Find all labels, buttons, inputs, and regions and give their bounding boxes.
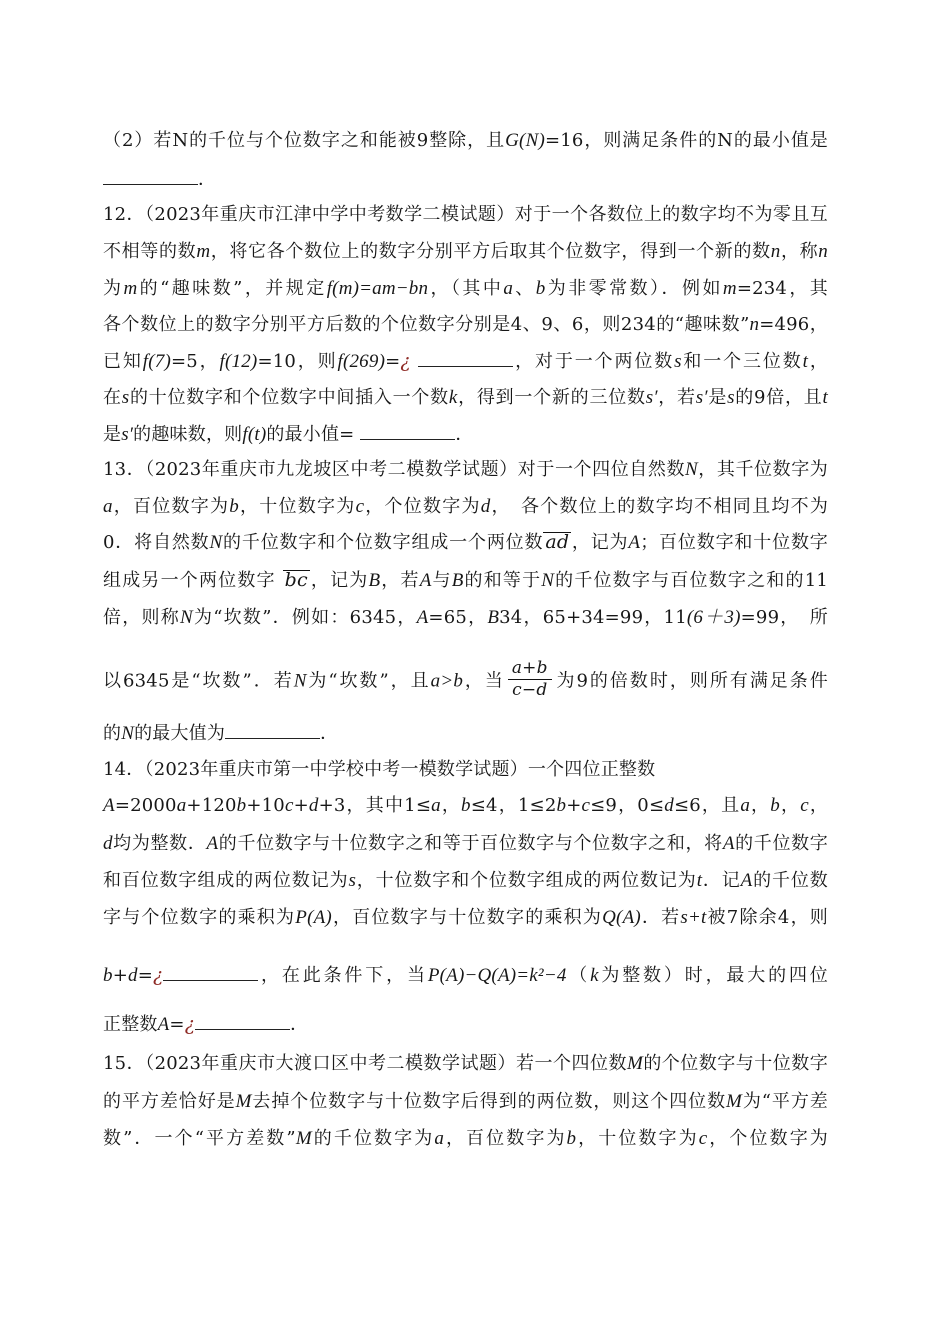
q13-line3 <box>103 530 828 556</box>
text-run: ，记为 <box>571 532 629 553</box>
text-run: 的9倍，且 <box>734 387 823 408</box>
math-expression: n <box>770 241 781 262</box>
q12-line1 <box>103 202 828 228</box>
text-run: 的千位数字与百位数字之和的11 <box>554 570 829 591</box>
text-run: 正整数 <box>103 1014 158 1035</box>
text-run: ，得到一个新的三位数 <box>457 387 646 408</box>
q14-line1 <box>103 757 828 783</box>
math-expression: M <box>235 1091 252 1112</box>
math-expression: a <box>740 795 751 816</box>
q14-line6 <box>103 962 828 989</box>
text-run: （ <box>566 965 591 986</box>
math-expression: m <box>196 241 211 262</box>
text-run: 的最小值= <box>266 424 361 445</box>
math-expression: d <box>480 496 491 517</box>
math-expression: s′ <box>121 424 134 445</box>
text-run: + <box>293 795 309 816</box>
text-run: +3，其中1≤ <box>318 795 432 816</box>
missing-value-symbol: ¿ <box>153 964 164 986</box>
text-run: 为整数）时，最大的四位 <box>598 965 829 986</box>
text-run: 的 <box>103 723 122 744</box>
math-expression: c <box>698 1128 708 1149</box>
text-run: 0．将自然数 <box>103 532 210 553</box>
text-run: =496， <box>759 314 828 335</box>
math-expression: a <box>103 496 113 517</box>
text-run: ， <box>808 351 829 372</box>
math-expression: s′ <box>645 387 658 408</box>
q12-line3 <box>103 276 828 302</box>
math-expression: b <box>556 795 567 816</box>
q13-line5 <box>103 605 828 631</box>
answer-blank <box>195 1011 290 1030</box>
math-expression: d <box>664 795 674 816</box>
text-run: 组成另一个两位数字 <box>103 570 283 591</box>
math-expression: A <box>628 532 641 553</box>
text-run: 为非零常数）．例如 <box>545 278 723 299</box>
text-run: ；百位数字和十位数字 <box>640 532 828 553</box>
q14-line2 <box>103 793 828 819</box>
answer-blank <box>418 348 513 367</box>
q13-line7 <box>103 720 828 747</box>
text-run: = <box>137 965 153 986</box>
text-run: ，十位数字为 <box>576 1128 699 1149</box>
text-run: ，记为 <box>309 570 369 591</box>
math-expression: f(t) <box>242 424 267 445</box>
text-run: ，十位数字为 <box>238 496 356 517</box>
fraction <box>508 658 552 701</box>
q13-line4 <box>103 568 828 594</box>
text-run: ，当 <box>463 670 505 692</box>
text-run: =65， <box>428 607 488 628</box>
math-expression: s+t <box>680 907 707 928</box>
text-run: + <box>566 795 582 816</box>
math-expression: f(12) <box>219 351 258 372</box>
math-expression: d <box>103 833 113 854</box>
text-run: （2）若N的千位与个位数字之和能被9整除，且 <box>103 130 506 151</box>
math-expression: A <box>722 833 735 854</box>
overlined-number: bc <box>284 569 308 591</box>
math-expression: b <box>236 795 247 816</box>
math-expression: n <box>818 241 828 262</box>
text-run: 的最大值为 <box>134 723 226 744</box>
text-run: ，个位数字为 <box>364 496 481 517</box>
q15-line3 <box>103 1126 828 1152</box>
q14-line5 <box>103 905 828 931</box>
text-run: ≤4，1≤2 <box>470 795 557 816</box>
q12-line4 <box>103 312 828 338</box>
math-expression: c <box>581 795 591 816</box>
math-expression: s <box>727 387 735 408</box>
text-run: ≤9，0≤ <box>590 795 665 816</box>
text-run: ，（其中 <box>428 278 504 299</box>
text-run: 已知 <box>103 351 143 372</box>
q11-part2-line1 <box>103 128 828 154</box>
math-expression: c <box>800 795 809 816</box>
q12-line2 <box>103 239 828 265</box>
text-run: 的千位数字 <box>734 833 828 854</box>
text-run: ， <box>440 795 462 816</box>
math-expression: A <box>103 795 115 816</box>
text-run: 为“坎数”．例如：6345， <box>192 607 417 628</box>
math-expression: t <box>822 387 829 408</box>
answer-blank <box>360 421 455 440</box>
math-expression: t <box>802 351 809 372</box>
overlined-number: ad <box>545 531 570 553</box>
q13-line2 <box>103 494 828 520</box>
text-run: 和一个三位数 <box>681 351 803 372</box>
text-run: ，对于一个两位数 <box>513 351 675 372</box>
text-run: 是 <box>707 387 728 408</box>
text-run: 在 <box>103 387 122 408</box>
math-expression: b <box>535 278 546 299</box>
q13-line1 <box>103 457 828 483</box>
math-expression: b <box>229 496 239 517</box>
math-expression: N <box>121 723 135 744</box>
text-run: ， <box>808 795 829 816</box>
text-run: 34，65+34=99，11 <box>499 607 687 628</box>
text-run: ，十位数字和个位数字组成的两位数记为 <box>356 870 697 891</box>
q13-line6 <box>103 660 828 703</box>
math-expression: d <box>128 965 138 986</box>
text-run: 与 <box>431 570 452 591</box>
math-expression: b <box>566 1128 577 1149</box>
math-expression: a <box>431 795 441 816</box>
text-run: ， 各个数位上的数字均不相同且均不为 <box>490 496 829 517</box>
math-expression: a <box>503 278 514 299</box>
text-run: 为“坎数”，且 <box>306 670 431 692</box>
math-expression: G(N) <box>505 130 545 151</box>
text-run: 以6345是“坎数”．若 <box>103 670 294 692</box>
math-expression: s <box>674 351 682 372</box>
math-expression: M <box>626 1053 644 1074</box>
math-expression: c <box>355 496 365 517</box>
text-run: 字与个位数字的乘积为 <box>103 907 296 928</box>
math-expression: P(A)−Q(A)=k²−4 <box>427 965 567 986</box>
math-expression: d <box>308 795 319 816</box>
text-run: 的“趣味数”，并规定 <box>137 278 327 299</box>
text-run: 各个数位上的数字分别平方后数的个位数字分别是4、9、6，则234的“趣味数” <box>103 314 750 335</box>
text-run: ．若 <box>640 907 681 928</box>
text-run: 的趣味数，则 <box>133 424 243 445</box>
text-run: 不相等的数 <box>103 241 197 262</box>
math-expression: N <box>685 459 698 480</box>
q11-part2-answer-line <box>103 166 828 193</box>
math-expression: m <box>722 278 737 299</box>
text-run: 13．（2023年重庆市九龙坡区中考二模数学试题）对于一个四位自然数 <box>103 459 686 480</box>
q14-line7 <box>103 1011 828 1038</box>
math-expression: A <box>740 870 753 891</box>
text-run: ，称 <box>780 241 819 262</box>
math-expression: Q(A) <box>602 907 641 928</box>
math-expression: f(m)=am−bn <box>326 278 429 299</box>
math-expression: A <box>419 570 432 591</box>
math-expression: b <box>770 795 780 816</box>
text-run: 的千位数字与十位数字之和等于百位数字与个位数字之和，将 <box>218 833 723 854</box>
text-run: ≤6，且 <box>673 795 741 816</box>
q12-line5 <box>103 348 828 375</box>
q12-line7 <box>103 421 828 448</box>
text-run: ， <box>750 795 771 816</box>
text-run: = <box>169 1014 185 1035</box>
math-expression: N <box>209 532 223 553</box>
math-expression: k <box>448 387 458 408</box>
text-run: 的千位数字为 <box>311 1128 435 1149</box>
fraction-denominator: c−d <box>512 680 548 701</box>
text-run: ． <box>455 424 474 445</box>
fraction-numerator: a+b <box>508 658 552 680</box>
text-run: 、 <box>513 278 536 299</box>
text-run: = <box>385 351 401 372</box>
math-expression: a <box>434 1128 445 1149</box>
math-expression: f(269) <box>337 351 386 372</box>
text-run: 为 <box>103 278 124 299</box>
text-run: 的个位数字与十位数字 <box>643 1053 829 1074</box>
text-run: 被7除余4，则 <box>706 907 828 928</box>
math-expression: N <box>541 570 555 591</box>
text-run: 12．（2023年重庆市江津中学中考数学二模试题）对于一个各数位上的数字均不为零且互 <box>103 204 828 225</box>
text-run: ． <box>198 169 217 190</box>
text-run: 倍，则称 <box>103 607 181 628</box>
math-expression: t <box>696 870 703 891</box>
text-run: ．记 <box>702 870 741 891</box>
math-expression: s <box>348 870 357 891</box>
text-run: 数”．一个“平方差数” <box>103 1128 296 1149</box>
q14-line3 <box>103 831 828 857</box>
text-run: ，个位数字为 <box>707 1128 828 1149</box>
math-expression: c <box>284 795 294 816</box>
text-run: ， <box>779 795 801 816</box>
text-run: + <box>112 965 128 986</box>
text-run: ． <box>290 1014 309 1035</box>
text-run: =16，则满足条件的N的最小值是 <box>544 130 829 151</box>
text-run: ，在此条件下，当 <box>258 965 428 986</box>
math-expression: P(A) <box>295 907 332 928</box>
q15-line2 <box>103 1089 828 1115</box>
math-expression: m <box>123 278 138 299</box>
answer-blank <box>103 166 198 185</box>
text-run: 的千位数 <box>752 870 828 891</box>
q12-line6 <box>103 385 828 411</box>
math-expression: A <box>206 833 219 854</box>
text-run: 的平方差恰好是 <box>103 1091 236 1112</box>
text-run: ，若 <box>380 570 420 591</box>
math-expression: n <box>749 314 760 335</box>
math-expression: A <box>157 1014 170 1035</box>
math-expression: b <box>103 965 113 986</box>
missing-value-symbol: ¿ <box>400 350 411 372</box>
math-expression: M <box>726 1091 743 1112</box>
q15-line1 <box>103 1051 828 1077</box>
math-expression: a <box>176 795 187 816</box>
math-expression: B <box>451 570 464 591</box>
math-expression: s <box>121 387 130 408</box>
text-run: 为“平方差 <box>742 1091 829 1112</box>
math-expression: k <box>590 965 599 986</box>
text-run: +10 <box>246 795 285 816</box>
math-expression: (6＋3) <box>686 607 741 628</box>
text-run: ，百位数字为 <box>112 496 230 517</box>
text-run: ，其千位数字为 <box>697 459 828 480</box>
text-run: =234，其 <box>736 278 829 299</box>
text-run: 15．（2023年重庆市大渡口区中考二模数学试题）若一个四位数 <box>103 1053 627 1074</box>
text-run: +120 <box>186 795 237 816</box>
math-expression: f(7) <box>142 351 171 372</box>
text-run <box>411 351 419 372</box>
text-run: 是 <box>103 424 122 445</box>
missing-value-symbol: ¿ <box>184 1013 196 1035</box>
math-expression: M <box>295 1128 312 1149</box>
text-run: 去掉个位数字与十位数字后得到的两位数，则这个四位数 <box>251 1091 727 1112</box>
text-run: 和百位数字组成的两位数记为 <box>103 870 349 891</box>
text-run: ，将它各个数位上的数字分别平方后取其个位数字，得到一个新的数 <box>210 241 771 262</box>
text-run: 的十位数字和个位数字中间插入一个数 <box>129 387 449 408</box>
text-run: ，百位数字与十位数字的乘积为 <box>331 907 603 928</box>
text-run: ，若 <box>657 387 696 408</box>
answer-blank <box>225 720 320 739</box>
math-expression: N <box>293 670 307 692</box>
math-expression: s′ <box>695 387 708 408</box>
answer-blank <box>163 962 258 981</box>
text-run: ，百位数字为 <box>444 1128 567 1149</box>
text-run: 14．（2023年重庆市第一中学校中考一模数学试题）一个四位正整数 <box>103 759 656 780</box>
text-run: ． <box>320 723 339 744</box>
text-run: =2000 <box>114 795 177 816</box>
math-expression: B <box>368 570 381 591</box>
text-run: 为9的倍数时，则所有满足条件 <box>554 670 828 692</box>
math-expression: A <box>416 607 429 628</box>
text-run: =5， <box>171 351 220 372</box>
q14-line4 <box>103 868 828 894</box>
text-run: =10，则 <box>257 351 338 372</box>
text-run: =99， 所 <box>740 607 828 628</box>
text-run: 的千位数字和个位数字组成一个两位数 <box>222 532 544 553</box>
math-expression: b <box>461 795 471 816</box>
math-expression: N <box>180 607 193 628</box>
text-run: 均为整数． <box>112 833 207 854</box>
math-expression: a>b <box>430 670 464 692</box>
text-run: 的和等于 <box>463 570 542 591</box>
math-expression: B <box>487 607 500 628</box>
